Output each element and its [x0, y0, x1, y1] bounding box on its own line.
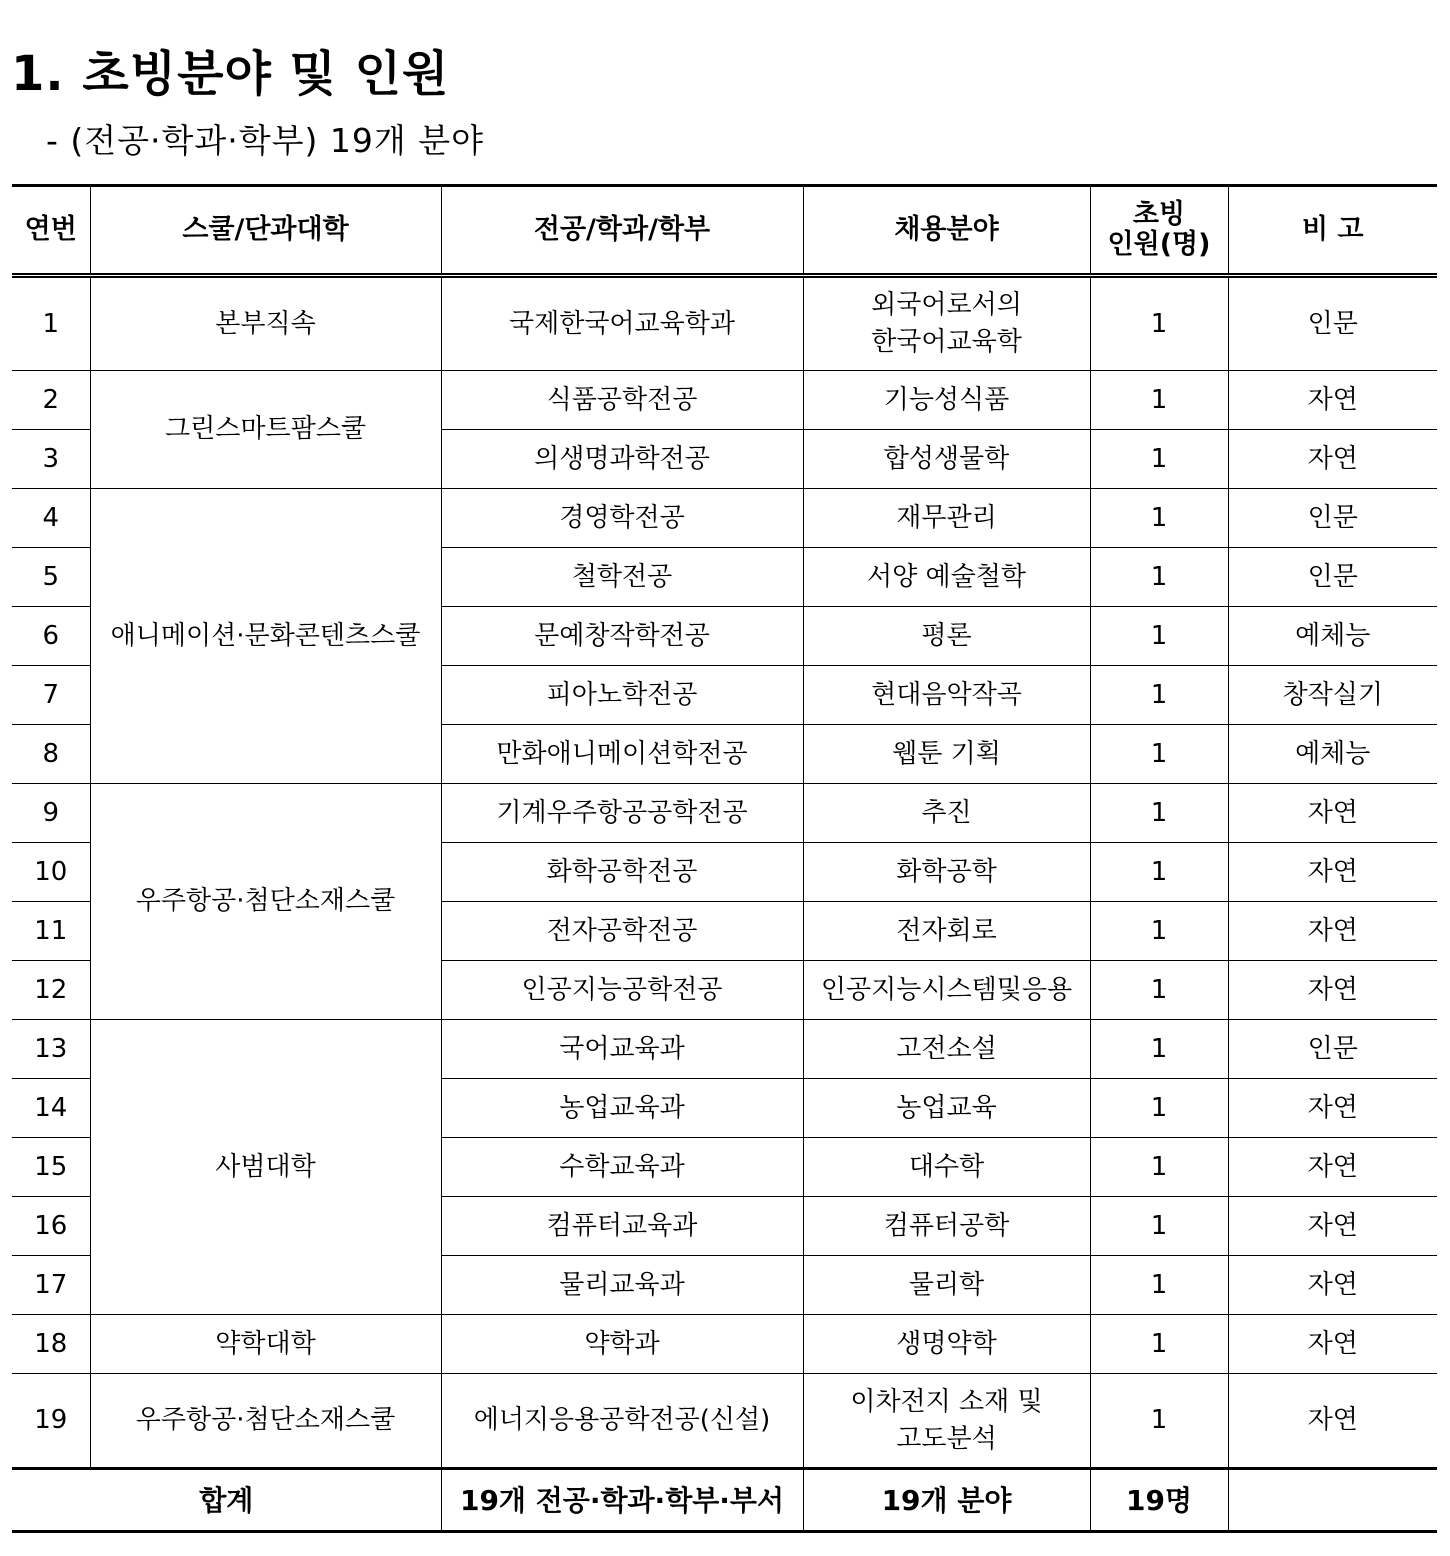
cell-field-line2: 한국어교육학	[871, 327, 1022, 357]
table-row	[12, 276, 1437, 371]
header-note: 비 고	[1228, 186, 1437, 276]
cell-count: 1	[1090, 1020, 1228, 1079]
cell-major: 인공지능공학전공	[441, 961, 803, 1020]
cell-field: 서양 예술철학	[803, 548, 1090, 607]
cell-major: 수학교육과	[441, 1138, 803, 1197]
cell-count: 1	[1090, 843, 1228, 902]
cell-count: 1	[1090, 1197, 1228, 1256]
cell-note: 자연	[1228, 1138, 1437, 1197]
page-subtitle: - (전공·학과·학부) 19개 분야	[46, 121, 484, 160]
cell-major: 물리교육과	[441, 1256, 803, 1315]
cell-major: 식품공학전공	[441, 371, 803, 430]
cell-field: 현대음악작곡	[803, 666, 1090, 725]
cell-note: 자연	[1228, 1315, 1437, 1374]
cell-field	[803, 1374, 1090, 1469]
header-count-line2: 인원(명)	[1107, 229, 1211, 260]
cell-field: 전자회로	[803, 902, 1090, 961]
cell-field: 평론	[803, 607, 1090, 666]
header-count-line1: 초빙	[1132, 199, 1186, 230]
cell-major: 국어교육과	[441, 1020, 803, 1079]
cell-major: 철학전공	[441, 548, 803, 607]
cell-college: 본부직속	[90, 276, 441, 371]
cell-no: 9	[12, 784, 90, 843]
cell-note: 인문	[1228, 489, 1437, 548]
cell-count: 1	[1090, 666, 1228, 725]
cell-count: 1	[1090, 489, 1228, 548]
cell-note: 예체능	[1228, 725, 1437, 784]
cell-no: 1	[12, 276, 90, 371]
cell-major: 피아노학전공	[441, 666, 803, 725]
cell-note: 자연	[1228, 784, 1437, 843]
cell-count: 1	[1090, 430, 1228, 489]
cell-field	[803, 276, 1090, 371]
cell-note: 자연	[1228, 961, 1437, 1020]
table-header-row	[12, 186, 1437, 276]
total-majors: 19개 전공·학과·학부·부서	[441, 1469, 803, 1532]
cell-count: 1	[1090, 725, 1228, 784]
cell-note: 자연	[1228, 843, 1437, 902]
cell-note: 자연	[1228, 1256, 1437, 1315]
cell-major: 기계우주항공공학전공	[441, 784, 803, 843]
cell-note: 자연	[1228, 1374, 1437, 1469]
cell-major: 에너지응용공학전공(신설)	[441, 1374, 803, 1469]
cell-major: 약학과	[441, 1315, 803, 1374]
cell-note: 인문	[1228, 1020, 1437, 1079]
cell-field: 대수학	[803, 1138, 1090, 1197]
cell-note: 인문	[1228, 276, 1437, 371]
cell-field: 추진	[803, 784, 1090, 843]
cell-field-line1: 외국어로서의	[871, 290, 1022, 320]
cell-major: 컴퓨터교육과	[441, 1197, 803, 1256]
cell-field: 기능성식품	[803, 371, 1090, 430]
cell-note: 자연	[1228, 902, 1437, 961]
cell-note: 창작실기	[1228, 666, 1437, 725]
cell-no: 11	[12, 902, 90, 961]
cell-major: 국제한국어교육학과	[441, 276, 803, 371]
header-field: 채용분야	[803, 186, 1090, 276]
header-no: 연번	[12, 186, 90, 276]
cell-field-line1: 이차전지 소재 및	[850, 1386, 1043, 1417]
cell-major: 의생명과학전공	[441, 430, 803, 489]
cell-count: 1	[1090, 1315, 1228, 1374]
cell-no: 7	[12, 666, 90, 725]
total-row	[12, 1469, 1437, 1532]
cell-no: 13	[12, 1020, 90, 1079]
cell-count: 1	[1090, 607, 1228, 666]
total-label: 합계	[12, 1469, 441, 1532]
cell-note: 자연	[1228, 1079, 1437, 1138]
cell-major: 농업교육과	[441, 1079, 803, 1138]
table-row	[12, 784, 1437, 843]
cell-major: 경영학전공	[441, 489, 803, 548]
header-college: 스쿨/단과대학	[90, 186, 441, 276]
cell-count: 1	[1090, 1256, 1228, 1315]
total-note	[1228, 1469, 1437, 1532]
cell-field: 화학공학	[803, 843, 1090, 902]
cell-no: 12	[12, 961, 90, 1020]
cell-field-line2: 고도분석	[896, 1423, 997, 1454]
cell-count: 1	[1090, 961, 1228, 1020]
cell-field: 물리학	[803, 1256, 1090, 1315]
page-title: 1. 초빙분야 및 인원	[11, 46, 450, 102]
cell-no: 14	[12, 1079, 90, 1138]
header-major: 전공/학과/학부	[441, 186, 803, 276]
cell-count: 1	[1090, 276, 1228, 371]
cell-field: 웹툰 기획	[803, 725, 1090, 784]
cell-no: 4	[12, 489, 90, 548]
table-row	[12, 1374, 1437, 1469]
cell-field: 고전소설	[803, 1020, 1090, 1079]
cell-college: 우주항공·첨단소재스쿨	[90, 1374, 441, 1469]
cell-count: 1	[1090, 902, 1228, 961]
cell-count: 1	[1090, 371, 1228, 430]
cell-count: 1	[1090, 1138, 1228, 1197]
cell-note: 자연	[1228, 371, 1437, 430]
cell-count: 1	[1090, 1079, 1228, 1138]
cell-count: 1	[1090, 784, 1228, 843]
cell-note: 예체능	[1228, 607, 1437, 666]
cell-no: 5	[12, 548, 90, 607]
cell-count: 1	[1090, 548, 1228, 607]
table-row	[12, 1020, 1437, 1079]
cell-college: 애니메이션·문화콘텐츠스쿨	[90, 489, 441, 784]
cell-field: 생명약학	[803, 1315, 1090, 1374]
cell-note: 인문	[1228, 548, 1437, 607]
cell-no: 19	[12, 1374, 90, 1469]
cell-no: 16	[12, 1197, 90, 1256]
cell-no: 8	[12, 725, 90, 784]
cell-field: 농업교육	[803, 1079, 1090, 1138]
cell-no: 6	[12, 607, 90, 666]
cell-field: 컴퓨터공학	[803, 1197, 1090, 1256]
table-row	[12, 1315, 1437, 1374]
cell-field: 합성생물학	[803, 430, 1090, 489]
cell-no: 18	[12, 1315, 90, 1374]
cell-college: 약학대학	[90, 1315, 441, 1374]
total-fields: 19개 분야	[803, 1469, 1090, 1532]
table-row	[12, 371, 1437, 430]
cell-no: 10	[12, 843, 90, 902]
cell-no: 2	[12, 371, 90, 430]
cell-no: 17	[12, 1256, 90, 1315]
cell-note: 자연	[1228, 1197, 1437, 1256]
cell-college: 그린스마트팜스쿨	[90, 371, 441, 489]
cell-major: 화학공학전공	[441, 843, 803, 902]
cell-note: 자연	[1228, 430, 1437, 489]
total-count: 19명	[1090, 1469, 1228, 1532]
header-count	[1090, 186, 1228, 276]
cell-field: 인공지능시스템및응용	[803, 961, 1090, 1020]
cell-field: 재무관리	[803, 489, 1090, 548]
cell-major: 전자공학전공	[441, 902, 803, 961]
recruitment-table	[12, 184, 1437, 1533]
cell-college: 우주항공·첨단소재스쿨	[90, 784, 441, 1020]
cell-count: 1	[1090, 1374, 1228, 1469]
table-row	[12, 489, 1437, 548]
cell-no: 3	[12, 430, 90, 489]
cell-college: 사범대학	[90, 1020, 441, 1315]
cell-major: 만화애니메이션학전공	[441, 725, 803, 784]
cell-major: 문예창작학전공	[441, 607, 803, 666]
cell-no: 15	[12, 1138, 90, 1197]
